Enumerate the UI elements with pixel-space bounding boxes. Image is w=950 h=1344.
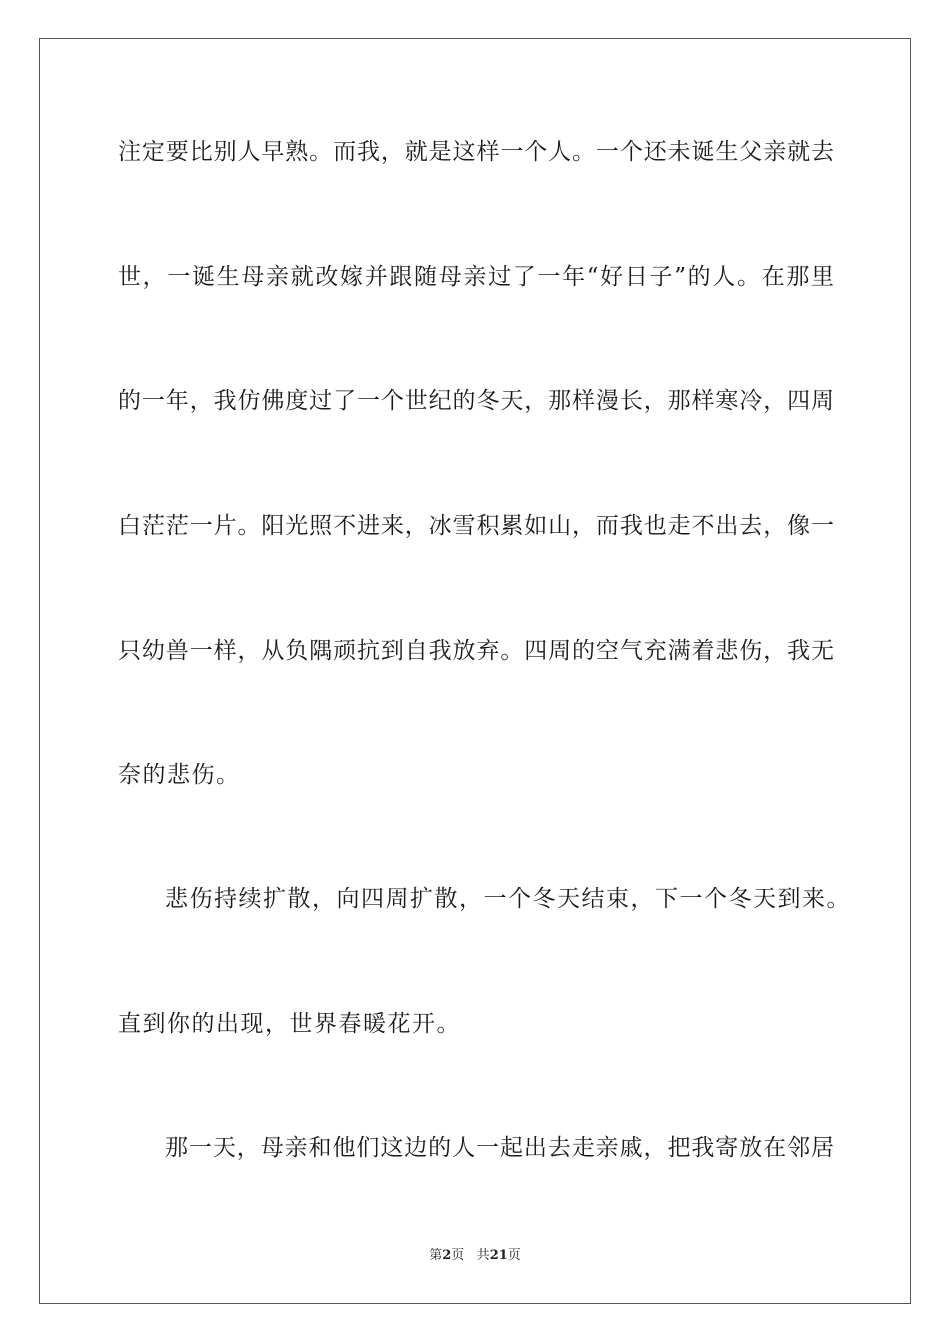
text-line-9: 那一天，母亲和他们这边的人一起出去走亲戚，把我寄放在邻居 <box>165 1135 834 1161</box>
text-line-5: 只幼兽一样，从负隅顽抗到自我放弃。四周的空气充满着悲伤，我无 <box>118 638 834 664</box>
page-prefix: 第 <box>429 1248 443 1263</box>
text-line-6: 奈的悲伤。 <box>118 762 241 788</box>
text-line-8: 直到你的出现，世界春暖花开。 <box>118 1011 461 1037</box>
total-prefix: 共 <box>476 1248 490 1263</box>
text-line-3: 的一年，我仿佛度过了一个世纪的冬天，那样漫长，那样寒冷，四周 <box>118 388 834 414</box>
page-suffix: 页 <box>451 1248 465 1263</box>
total-suffix: 页 <box>507 1248 521 1263</box>
text-line-2: 世，一诞生母亲就改嫁并跟随母亲过了一年“好日子”的人。在那里 <box>118 264 834 290</box>
text-line-1: 注定要比别人早熟。而我，就是这样一个人。一个还未诞生父亲就去 <box>118 139 834 165</box>
page-number: 2 <box>442 1248 452 1263</box>
total-pages: 21 <box>489 1248 508 1263</box>
page-footer <box>0 1247 950 1265</box>
page-frame <box>39 38 911 1304</box>
text-line-4: 白茫茫一片。阳光照不进来，冰雪积累如山，而我也走不出去，像一 <box>118 513 834 539</box>
text-line-7: 悲伤持续扩散，向四周扩散，一个冬天结束，下一个冬天到来。 <box>165 886 851 912</box>
